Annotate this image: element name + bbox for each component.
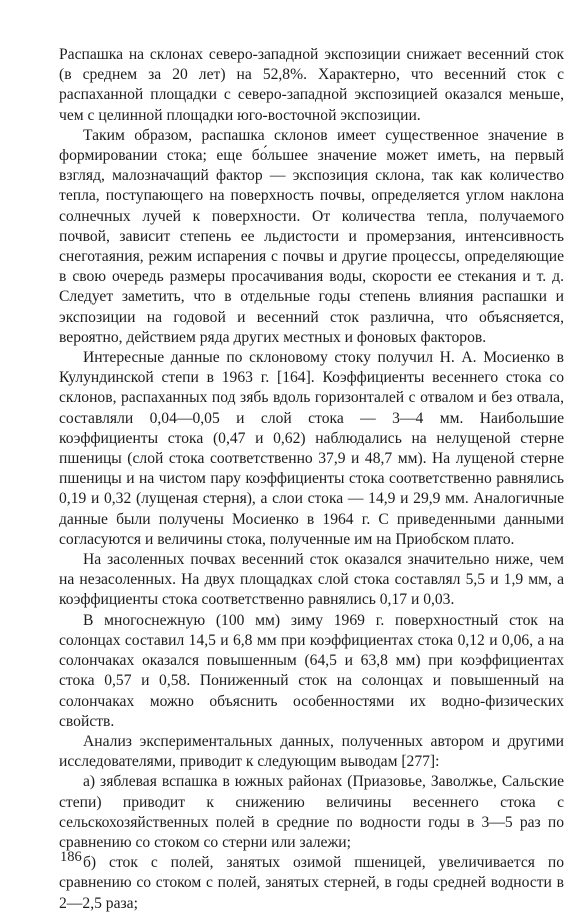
paragraph: Интересные данные по склоновому стоку получил Н. А. Мосиенко в Кулундинской степи в 1963 г. [164]. Коэффициенты весеннего стока со склонов, распаханных под зябь вдоль горизонталей с отвалом и без отвала, составляли 0,04—0,05 и слой стока — 3—4 мм. Наибольшие коэффициенты стока (0,47 и 0,62) наблюдались на нелущеной стерне пшеницы (слой стока соответственно 37,9 и 48,7 мм). На лущеной стерне пшеницы и на чистом пару коэффициенты стока соответственно равнялись 0,19 и 0,32 (лущеная стерня), а слои стока — 14,9 и 29,9 мм. Аналогичные данные были получены Мосиенко в 1964 г. С приведенными данными согласуются и величины стока, полученные им на Приобском плато. [59, 349, 564, 548]
paragraph: Анализ экспериментальных данных, полученных автором и другими исследователями, приводит к следующим выводам [277]: [59, 732, 564, 771]
paragraph: Таким образом, распашка склонов имеет существенное значение в формировании стока; еще бо́льшее значение может иметь, на первый взгляд, малозначащий фактор — экспозиция склона, так как количество тепла, поступающего на поверхность почвы, определяется углом наклона солнечных лучей к поверхности. От количества тепла, получаемого почвой, зависит степень ее льдистости и промерзания, интенсивность снеготаяния, режим испарения с почвы и другие процессы, определяющие в свою очередь размеры просачивания воды, скорости ее стекания и т. д. Следует заметить, что в отдельные годы степень влияния распашки и экспозиции на годовой и весенний сток различна, что объясняется, вероятно, действием ряда других местных и фоновых факторов. [59, 126, 564, 346]
page-number: 186 [60, 849, 82, 865]
paragraph: В многоснежную (100 мм) зиму 1969 г. поверхностный сток на солонцах составил 14,5 и 6,8 мм при коэффициентах стока 0,12 и 0,06, а на солончаках оказался повышенным (64,5 и 63,8 мм) при коэффициентах стока 0,57 и 0,58. Пониженный сток на солонцах и повышенный на солончаках можно объяснить особенностями их водно-физических свойств. [59, 611, 564, 730]
list-item: б) сток с полей, занятых озимой пшеницей, увеличивается по сравнению со стоком с полей, занятых стерней, в годы средней водности в 2—2,5 раза; [59, 854, 564, 912]
body-text [59, 45, 564, 914]
paragraph: На засоленных почвах весенний сток оказался значительно ниже, чем на незасоленных. На двух площадках слой стока составлял 5,5 и 1,9 мм, а коэффициенты стока соответственно равнялись 0,17 и 0,03. [59, 551, 564, 609]
list-item: а) зяблевая вспашка в южных районах (Приазовье, Заволжье, Сальские степи) приводит к снижению величины весеннего стока с сельскохозяйственных полей в средние по водности годы в 3—5 раз по сравнению со стоком со стерни или залежи; [59, 773, 564, 851]
paragraph: Распашка на склонах северо-западной экспозиции снижает весенний сток (в среднем за 20 лет) на 52,8%. Характерно, что весенний сток с распаханной площадки с северо-западной экспозицией оказался меньше, чем с целинной площадки юго-восточной экспозиции. [59, 46, 564, 124]
